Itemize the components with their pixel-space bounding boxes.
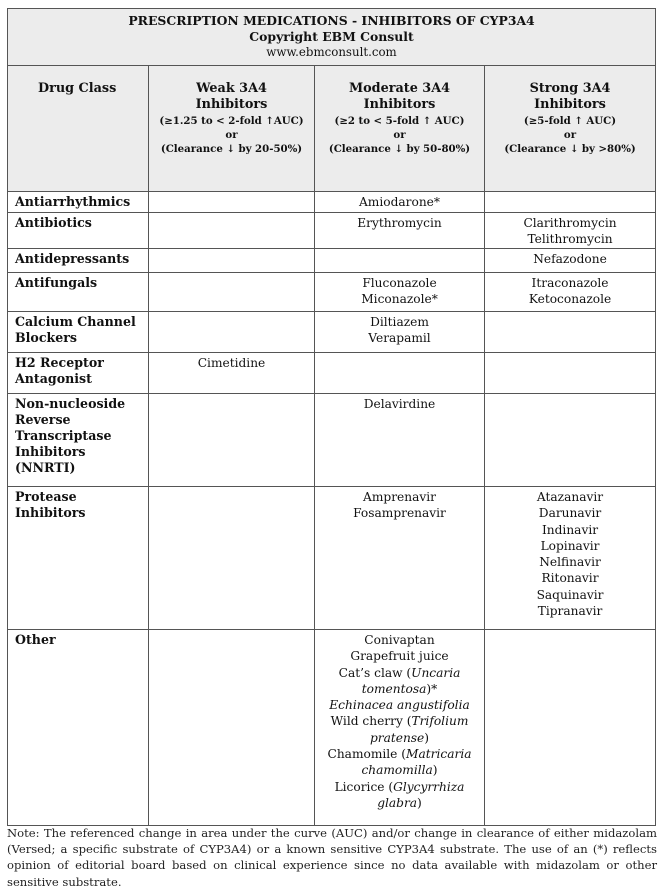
weak-inhibitors-cell [149, 213, 315, 249]
header-moderate [315, 66, 485, 192]
moderate-inhibitors-cell [315, 353, 485, 394]
drug-name: Atazanavir [536, 490, 604, 504]
moderate-inhibitors-cell [315, 394, 485, 487]
header-strong [485, 66, 656, 192]
strong-inhibitors-cell [485, 630, 656, 826]
drug-name: Itraconazole [531, 276, 609, 290]
scientific-name: Trifolium [411, 714, 469, 729]
scientific-name: Glycyrrhiza [393, 779, 465, 794]
scientific-name: pratense [369, 730, 425, 745]
weak-inhibitors-cell [149, 249, 315, 273]
strong-inhibitors-cell [485, 249, 656, 273]
drug-name: Telithromycin [527, 232, 613, 247]
drug-name: Amiodarone* [359, 195, 440, 209]
drug-name: glabra) [377, 795, 422, 810]
moderate-inhibitors-cell [315, 249, 485, 273]
header-drug-class: Drug Class [8, 66, 149, 192]
drug-name: Indinavir [541, 522, 599, 537]
drug-name: Grapefruit juice [350, 649, 449, 664]
drug-class-cell: Antiarrhythmics [8, 192, 149, 213]
title-line-2: Copyright EBM Consult [249, 29, 414, 44]
moderate-inhibitors-cell [315, 273, 485, 312]
table-row [8, 213, 656, 249]
weak-inhibitors-cell [149, 192, 315, 213]
drug-name: pratense) [369, 730, 430, 745]
drug-class-cell: Antidepressants [8, 249, 149, 273]
drug-name: Fluconazole [362, 276, 437, 290]
drug-class-cell: Antibiotics [8, 213, 149, 249]
scientific-name: chamomilla [361, 763, 433, 778]
header-moderate-criteria: (≥2 to < 5-fold ↑ AUC) or (Clearance ↓ by 50-80%) [328, 115, 471, 155]
header-moderate-name: Moderate 3A4 Inhibitors [348, 81, 451, 112]
drug-name: Nefazodone [533, 252, 607, 266]
drug-name: Lopinavir [540, 538, 600, 553]
drug-name: Diltiazem [370, 315, 429, 329]
weak-inhibitors-cell [149, 273, 315, 312]
drug-class-cell: Non-nucleoside Reverse Transcriptase Inhibitors (NNRTI) [8, 394, 149, 487]
drug-name: Fosamprenavir [353, 506, 446, 521]
drug-name: Conivaptan [364, 633, 435, 647]
drug-name: Chamomile (Matricaria [327, 747, 472, 762]
drug-class-cell: Other [8, 630, 149, 826]
scientific-name: Echinacea angustifolia [329, 698, 470, 713]
table-row [8, 353, 656, 394]
table-title [8, 9, 656, 66]
scientific-name: tomentosa [361, 681, 427, 696]
drug-name: Ritonavir [541, 571, 599, 586]
table-row [8, 273, 656, 312]
drug-name: Amprenavir [363, 490, 436, 504]
moderate-inhibitors-cell [315, 487, 485, 630]
drug-name: Miconazole* [361, 292, 438, 307]
drug-class-cell: Protease Inhibitors [8, 487, 149, 630]
weak-inhibitors-cell [149, 630, 315, 826]
scientific-name: Matricaria [406, 747, 472, 762]
drug-name: Saquinavir [536, 587, 604, 602]
drug-name [315, 697, 484, 713]
moderate-inhibitors-cell [315, 213, 485, 249]
table-row [8, 312, 656, 353]
drug-name: Delavirdine [363, 397, 436, 411]
header-strong-criteria: (≥5-fold ↑ AUC) or (Clearance ↓ by >80%) [504, 115, 636, 155]
strong-inhibitors-cell [485, 192, 656, 213]
scientific-name: Uncaria [411, 665, 461, 680]
weak-inhibitors-cell [149, 312, 315, 353]
drug-class-cell: H2 Receptor Antagonist [8, 353, 149, 394]
table-row [8, 394, 656, 487]
drug-name: Darunavir [538, 506, 602, 521]
drug-name: Clarithromycin [523, 216, 617, 230]
drug-name: Licorice (Glycyrrhiza [334, 779, 465, 794]
table-row [8, 192, 656, 213]
drug-name: Tipranavir [537, 604, 603, 619]
drug-name: Nelfinavir [539, 555, 601, 570]
weak-inhibitors-cell [149, 353, 315, 394]
cyp3a4-inhibitors-table [7, 8, 656, 826]
drug-name: Erythromycin [357, 216, 442, 230]
weak-inhibitors-cell [149, 487, 315, 630]
strong-inhibitors-cell [485, 394, 656, 487]
header-weak-criteria: (≥1.25 to < 2-fold ↑AUC) or (Clearance ↓ by 20-50%) [159, 115, 304, 155]
strong-inhibitors-cell [485, 487, 656, 630]
strong-inhibitors-cell [485, 213, 656, 249]
header-weak [149, 66, 315, 192]
drug-name: chamomilla) [361, 763, 438, 778]
drug-class-cell: Antifungals [8, 273, 149, 312]
table-row [8, 249, 656, 273]
strong-inhibitors-cell [485, 273, 656, 312]
header-row [8, 66, 656, 192]
strong-inhibitors-cell [485, 353, 656, 394]
title-line-1: PRESCRIPTION MEDICATIONS - INHIBITORS OF CYP3A4 [128, 13, 535, 28]
strong-inhibitors-cell [485, 312, 656, 353]
header-strong-name: Strong 3A4 Inhibitors [529, 81, 611, 112]
scientific-name: glabra [377, 795, 418, 810]
moderate-inhibitors-cell [315, 630, 485, 826]
drug-name: Cimetidine [197, 356, 266, 370]
moderate-inhibitors-cell [315, 312, 485, 353]
header-weak-name: Weak 3A4 Inhibitors [195, 81, 268, 112]
table-row [8, 487, 656, 630]
drug-name: Wild cherry (Trifolium [330, 714, 469, 729]
drug-name: Cat’s claw (Uncaria [338, 665, 461, 680]
moderate-inhibitors-cell [315, 192, 485, 213]
drug-name: Ketoconazole [528, 292, 612, 307]
title-url: www.ebmconsult.com [266, 45, 397, 59]
table-body [8, 192, 656, 826]
drug-class-cell: Calcium Channel Blockers [8, 312, 149, 353]
table-row [8, 630, 656, 826]
footnote: Note: The referenced change in area under the curve (AUC) and/or change in clearance of either midazolam (Versed; a specific substrate of CYP3A4) or a known sensitive CYP3A4 substrate. The use of an (*) reflects opinion of editorial board based on clinical experience since no data available with midazolam or other sensitive substrate. [7, 826, 657, 889]
drug-name: Verapamil [368, 331, 431, 346]
drug-name: tomentosa)* [361, 681, 438, 696]
weak-inhibitors-cell [149, 394, 315, 487]
